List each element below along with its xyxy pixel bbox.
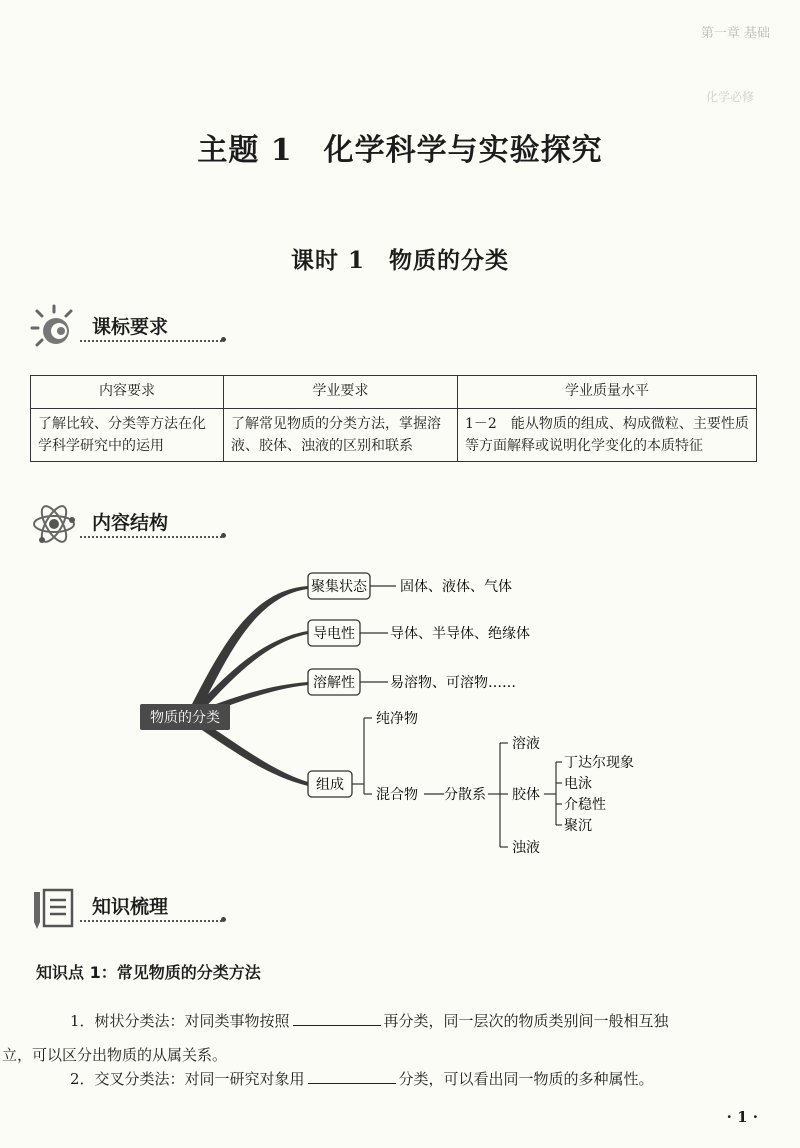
item-text: 1．树状分类法：对同类事物按照	[70, 1012, 290, 1030]
mindmap-branches	[190, 586, 308, 786]
topic-title: 主题 1 化学科学与实验探究	[197, 133, 603, 168]
dispersion-solution: 溶液	[512, 736, 540, 752]
composition-mixture: 混合物	[376, 787, 418, 803]
colloid-property: 介稳性	[564, 797, 606, 813]
table-header: 学业要求	[224, 376, 458, 409]
table-cell: 了解比较、分类等方法在化学科学研究中的运用	[31, 409, 224, 462]
knowledge-item-2	[36, 1062, 766, 1096]
section-underline	[80, 920, 222, 922]
page-number: · 1 ·	[726, 1108, 758, 1126]
section-knowledge	[30, 884, 230, 932]
section-title: 课标要求	[92, 316, 169, 338]
section-standards	[30, 304, 230, 352]
notebook-icon	[30, 884, 80, 932]
table-header: 学业质量水平	[458, 376, 757, 409]
branch-label: 导电性	[313, 626, 355, 642]
section-title: 内容结构	[92, 512, 169, 534]
dispersion-colloid: 胶体	[512, 787, 540, 803]
branch-leaf: 易溶物、可溶物……	[390, 675, 516, 691]
table-header-row	[31, 376, 757, 409]
lesson-title: 课时 1 物质的分类	[290, 247, 509, 274]
mindmap-root: 物质的分类	[150, 710, 220, 726]
branch-leaf: 固体、液体、气体	[400, 579, 512, 595]
colloid-property: 电泳	[564, 776, 592, 792]
item-text: 2．交叉分类法：对同一研究对象用	[70, 1070, 305, 1088]
section-title: 知识梳理	[92, 896, 169, 918]
fill-blank[interactable]	[293, 1007, 381, 1026]
item-text: 分类，可以看出同一物质的多种属性。	[398, 1070, 654, 1088]
table-cell: 1－2 能从物质的组成、构成微粒、主要性质等方面解释或说明化学变化的本质特征	[458, 409, 757, 462]
requirements-table	[30, 375, 757, 462]
dispersion-suspension: 浊液	[512, 840, 540, 856]
atom-icon	[30, 500, 80, 548]
corner-header: 第一章 基础	[700, 26, 770, 41]
item-text: 立，可以区分出物质的从属关系。	[2, 1046, 228, 1064]
branch-label: 溶解性	[313, 675, 355, 691]
item-text: 再分类，同一层次的物质类别间一般相互独	[383, 1012, 669, 1030]
table-header: 内容要求	[31, 376, 224, 409]
branch-label: 组成	[316, 777, 344, 793]
fill-blank[interactable]	[308, 1065, 396, 1084]
sun-icon	[30, 304, 80, 352]
colloid-property: 聚沉	[564, 818, 592, 834]
colloid-property: 丁达尔现象	[564, 755, 634, 771]
section-underline	[80, 536, 222, 538]
section-underline	[80, 340, 222, 342]
knowledge-point-title: 知识点 1：常见物质的分类方法	[36, 963, 261, 982]
table-cell: 了解常见物质的分类方法，掌握溶液、胶体、浊液的区别和联系	[224, 409, 458, 462]
branch-leaf: 导体、半导体、绝缘体	[390, 626, 530, 642]
branch-label: 聚集状态	[311, 579, 367, 595]
table-row	[31, 409, 757, 462]
composition-dispersion: 分散系	[444, 787, 486, 803]
section-structure	[30, 500, 230, 548]
corner-subheader: 化学必修	[705, 90, 754, 104]
composition-pure: 纯净物	[376, 711, 418, 727]
mindmap	[0, 560, 800, 860]
